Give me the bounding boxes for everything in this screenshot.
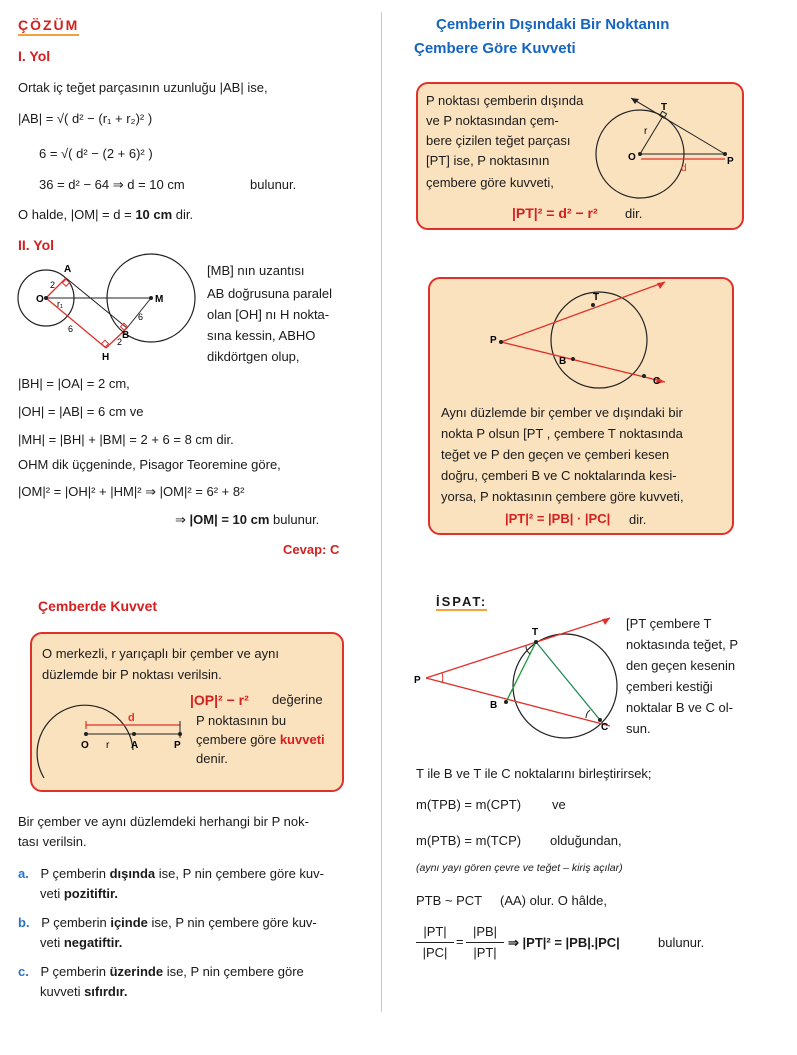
item-a-pre: P çemberin <box>40 866 110 881</box>
box1-line-4: çembere göre kuvveti, <box>426 175 554 190</box>
yol1-line1: Ortak iç teğet parçasının uzunluğu |AB| ise, <box>18 80 268 95</box>
label-H: H <box>102 352 110 363</box>
label-M: M <box>155 294 164 305</box>
label-two-top: 2 <box>50 280 56 290</box>
ispat-side-2: den geçen kesenin <box>626 658 736 673</box>
item-a <box>18 866 324 882</box>
item-a-l2-bold: pozitiftir. <box>63 886 119 901</box>
yol2-final <box>175 512 319 528</box>
label-six-left: 6 <box>68 324 74 334</box>
label-T: T <box>661 102 668 113</box>
box1-formula-tail: dir. <box>625 206 643 221</box>
power-diagram <box>40 690 190 788</box>
intro-0: Bir çember ve aynı düzlemdeki herhangi bir P nok- <box>18 814 309 829</box>
item-c-pre: P çemberin <box>40 964 110 979</box>
item-c-l2-pre: kuvveti <box>40 984 85 999</box>
label-six-right: 6 <box>138 312 144 322</box>
box1-line-3: [PT] ise, P noktasının <box>426 153 550 168</box>
kuvvet-box-line2: düzlemde bir P noktası verilsin. <box>42 667 222 682</box>
box1-formula: |PT|² = d² − r² <box>512 205 598 221</box>
ispat-sim: PTB ~ PCT <box>416 893 483 908</box>
yol2-line-2: |MH| = |BH| + |BM| = 2 + 6 = 8 cm dir. <box>18 432 234 447</box>
final-bold: |OM| = 10 cm <box>189 512 270 527</box>
label-C: C <box>601 722 609 733</box>
item-a-bold: dışında <box>109 866 156 881</box>
box2-formula-tail: dir. <box>629 512 647 527</box>
label-B: B <box>122 330 130 341</box>
kuvvet-box-line1: O merkezli, r yarıçaplı bir çember ve aynı <box>42 646 279 661</box>
label-two-bottom: 2 <box>117 337 123 347</box>
ispat-sim-tail: (AA) olur. O hâlde, <box>500 893 607 908</box>
box1-line-0: P noktası çemberin dışında <box>426 93 584 108</box>
label-d: d <box>681 163 687 174</box>
item-b-letter: b. <box>18 915 30 930</box>
yol2-desc-1: AB doğrusuna paralel <box>207 286 333 301</box>
fraction-1 <box>416 924 454 961</box>
box2-formula: |PT|² = |PB| · |PC| <box>505 511 611 526</box>
item-c-line2 <box>40 984 127 1000</box>
conclusion-bold: 10 cm <box>135 207 173 222</box>
label-O: O <box>628 152 636 163</box>
label-O: O <box>36 294 44 305</box>
yol2-desc-4: dikdörtgen olup, <box>207 349 300 364</box>
kuvvet-formula-tail: değerine <box>272 692 323 707</box>
item-a-post: ise, P nin çembere göre kuv- <box>155 866 324 881</box>
yol1-title: I. Yol <box>18 48 51 64</box>
text3-pre: çembere göre <box>196 732 280 747</box>
item-b-line2 <box>40 935 122 951</box>
yol1-eq1: |AB| = √( d² − (r₁ + r₂)² ) <box>18 111 153 126</box>
kuvvet-text2: P noktasının bu <box>196 713 287 728</box>
frac1-num: |PT| <box>423 924 447 939</box>
right-title-line1: Çemberin Dışındaki Bir Noktanın <box>436 16 670 33</box>
label-B: B <box>559 356 567 367</box>
solution-header: ÇÖZÜM <box>18 17 79 36</box>
yol1-eq3-tail: bulunur. <box>250 177 297 192</box>
label-A: A <box>131 740 139 751</box>
yol2-title: II. Yol <box>18 237 55 253</box>
frac2-bar <box>466 942 504 943</box>
yol2-line-3: OHM dik üçgeninde, Pisagor Teoremine göre, <box>18 457 281 472</box>
label-T: T <box>593 292 600 303</box>
yol1-conclusion <box>18 207 193 223</box>
two-circles-diagram <box>14 258 199 363</box>
text3-red: kuvveti <box>279 732 325 747</box>
item-b-bold: içinde <box>110 915 148 930</box>
item-b-l2-pre: veti <box>40 935 64 950</box>
box2-line-0: Aynı düzlemde bir çember ve dışındaki bir <box>441 405 683 420</box>
ispat-side-1: noktasında teğet, P <box>626 637 739 652</box>
ispat-result-tail: bulunur. <box>658 935 705 950</box>
fraction-2 <box>466 924 504 961</box>
intro-1: tası verilsin. <box>18 834 87 849</box>
frac2-num: |PB| <box>472 924 498 939</box>
box2-line-4: yorsa, P noktasının çembere göre kuvveti, <box>441 489 684 504</box>
yol1-eq3: 36 = d² − 64 ⇒ d = 10 cm <box>39 177 185 192</box>
label-P: P <box>174 740 181 751</box>
box2-line-3: doğru, çemberi B ve C noktalarında kesi- <box>441 468 677 483</box>
label-A: A <box>64 264 72 275</box>
ispat-side-4: noktalar B ve C ol- <box>626 700 733 715</box>
yol2-line-0: |BH| = |OA| = 2 cm, <box>18 376 130 391</box>
right-title-line2: Çembere Göre Kuvveti <box>414 40 576 57</box>
ispat-line1: T ile B ve T ile C noktalarını birleştirirsek; <box>416 766 652 781</box>
label-r: r <box>644 126 648 137</box>
yol2-line-4: |OM|² = |OH|² + |HM|² ⇒ |OM|² = 6² + 8² <box>18 484 245 499</box>
box2-line-2: teğet ve P den geçen ve çemberi kesen <box>441 447 670 462</box>
item-c <box>18 964 304 980</box>
proof-diagram <box>412 618 617 738</box>
kuvvet-title: Çemberde Kuvvet <box>38 598 158 614</box>
ispat-eq1: m(TPB) = m(CPT) <box>416 797 522 812</box>
yol2-desc-3: sına kessin, ABHO <box>207 328 316 343</box>
box1-line-1: ve P noktasından çem- <box>426 113 559 128</box>
tangent-diagram <box>595 92 740 182</box>
frac1-den: |PC| <box>422 945 448 960</box>
ispat-side-0: [PT çembere T <box>626 616 712 631</box>
secant-tangent-diagram <box>485 280 685 388</box>
ispat-title: İSPAT: <box>436 594 488 609</box>
label-T: T <box>532 627 539 638</box>
kuvvet-formula: |OP|² − r² <box>190 692 249 708</box>
conclusion-post: dir. <box>172 207 194 222</box>
yol1-eq2: 6 = √( d² − (2 + 6)² ) <box>39 146 153 161</box>
yol2-desc-0: [MB] nın uzantısı <box>207 263 305 278</box>
label-P: P <box>490 335 497 346</box>
label-O: O <box>81 740 89 751</box>
frac2-den: |PT| <box>473 945 497 960</box>
box1-line-2: bere çizilen teğet parçası <box>426 133 571 148</box>
ispat-note: (aynı yayı gören çevre ve teğet – kiriş açılar) <box>416 862 623 874</box>
label-P: P <box>727 156 734 167</box>
item-a-line2 <box>40 886 118 902</box>
frac1-bar <box>416 942 454 943</box>
label-C: C <box>653 376 661 387</box>
kuvvet-text4: denir. <box>196 751 228 766</box>
item-b <box>18 915 317 931</box>
yol2-line-1: |OH| = |AB| = 6 cm ve <box>18 404 144 419</box>
item-c-bold: üzerinde <box>109 964 164 979</box>
item-c-post: ise, P nin çembere göre <box>163 964 304 979</box>
item-a-letter: a. <box>18 866 29 881</box>
item-a-l2-pre: veti <box>40 886 64 901</box>
label-r1: r₁ <box>57 299 64 309</box>
column-divider <box>381 12 382 1012</box>
ispat-eq2-tail: olduğundan, <box>550 833 622 848</box>
kuvvet-text3 <box>196 732 325 748</box>
box2-line-1: nokta P olsun [PT , çembere T noktasında <box>441 426 683 441</box>
label-d: d <box>128 712 135 724</box>
conclusion-pre: O halde, |OM| = d = <box>18 207 136 222</box>
item-c-l2-bold: sıfırdır. <box>84 984 128 999</box>
ispat-side-5: sun. <box>626 721 651 736</box>
item-b-l2-bold: negatiftir. <box>63 935 123 950</box>
label-r: r <box>106 740 110 751</box>
item-c-letter: c. <box>18 964 29 979</box>
ispat-result: ⇒ |PT|² = |PB|.|PC| <box>508 935 620 950</box>
yol2-desc-2: olan [OH] nı H nokta- <box>207 307 330 322</box>
final-pre: ⇒ <box>175 512 190 527</box>
ispat-eq2: m(PTB) = m(TCP) <box>416 833 522 848</box>
ispat-side-3: çemberi kestiği <box>626 679 713 694</box>
answer: Cevap: C <box>283 542 340 557</box>
frac-equals: = <box>456 934 464 949</box>
label-B: B <box>490 700 498 711</box>
label-P: P <box>414 675 421 686</box>
final-post: bulunur. <box>269 512 320 527</box>
item-b-post: ise, P nin çembere göre kuv- <box>147 915 317 930</box>
ispat-eq1-tail: ve <box>552 797 566 812</box>
item-b-pre: P çemberin <box>41 915 111 930</box>
